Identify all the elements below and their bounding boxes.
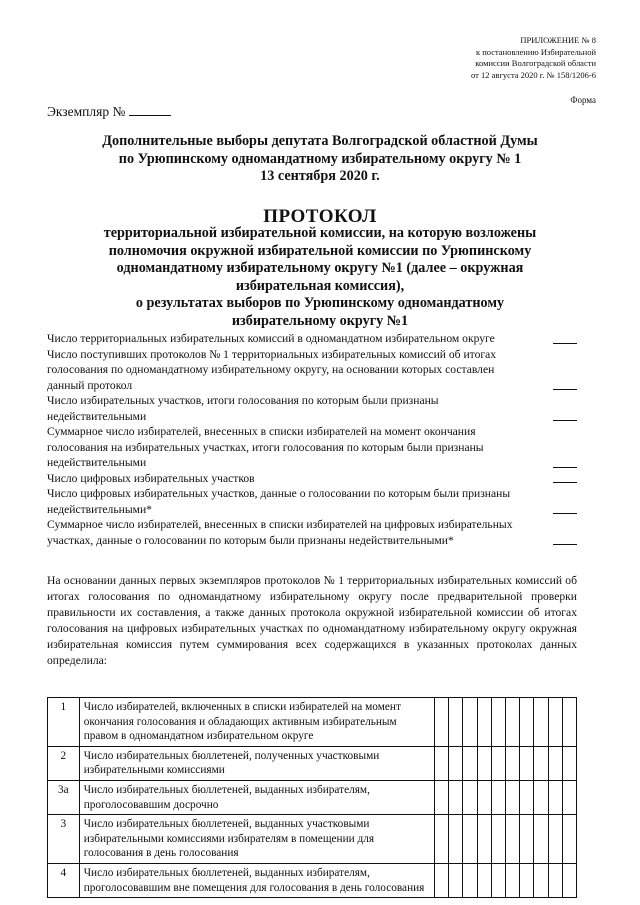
digit-cell[interactable] — [463, 815, 477, 864]
digit-cell[interactable] — [477, 863, 491, 897]
digit-cell[interactable] — [534, 780, 548, 814]
summary-item — [47, 393, 577, 424]
summary-item-text: Число избирательных участков, итоги голосования по которым были признаны недействительными — [47, 394, 439, 423]
value-blank[interactable] — [553, 513, 577, 514]
summary-item-text: Число территориальных избирательных комиссий в одномандатном избирательном округе — [47, 332, 495, 345]
summary-item — [47, 347, 577, 394]
table-row — [48, 863, 577, 897]
appendix-line: ПРИЛОЖЕНИЕ № 8 — [520, 35, 596, 45]
digit-cell[interactable] — [520, 698, 534, 747]
value-blank[interactable] — [553, 544, 577, 545]
digit-cell[interactable] — [477, 698, 491, 747]
digit-cell[interactable] — [463, 780, 477, 814]
summary-item-text: Суммарное число избирателей, внесенных в списки избирателей на цифровых избирательных участках, данные о голосовании по которым были признаны недействительными* — [47, 518, 513, 547]
value-blank[interactable] — [553, 482, 577, 483]
digit-cell[interactable] — [534, 746, 548, 780]
digit-cell[interactable] — [562, 815, 576, 864]
digit-cell[interactable] — [562, 863, 576, 897]
summary-item-text: Число поступивших протоколов № 1 территориальных избирательных комиссий об итогах голосования по одномандатному избирательному округу, на основании которых составлен данный протокол — [47, 347, 497, 392]
digit-cell[interactable] — [520, 780, 534, 814]
value-blank[interactable] — [553, 343, 577, 344]
appendix-line: от 12 августа 2020 г. № 158/1206-6 — [471, 69, 596, 80]
heading-line: 13 сентября 2020 г. — [260, 168, 380, 184]
digit-cell[interactable] — [463, 746, 477, 780]
digit-cell[interactable] — [477, 815, 491, 864]
row-number: 4 — [48, 863, 80, 897]
digit-cell[interactable] — [477, 746, 491, 780]
subheading-line: полномочия окружной избирательной комиссии по Урюпинскому — [108, 242, 532, 259]
summary-item-text: Число цифровых избирательных участков — [47, 471, 255, 485]
summary-items — [47, 331, 577, 548]
row-number: 2 — [48, 746, 80, 780]
digit-cell[interactable] — [434, 746, 448, 780]
digit-cell[interactable] — [534, 815, 548, 864]
digit-cell[interactable] — [562, 780, 576, 814]
digit-cell[interactable] — [520, 815, 534, 864]
subheading-line: избирательная комиссия), — [235, 277, 405, 294]
digit-cell[interactable] — [548, 863, 562, 897]
protocol-title: ПРОТОКОЛ — [263, 206, 377, 227]
table-row — [48, 815, 577, 864]
digit-cell[interactable] — [548, 815, 562, 864]
row-number: 3а — [48, 780, 80, 814]
row-description: Число избирательных бюллетеней, выданных избирателям, проголосовавшим вне помещения для голосования в день голосования — [79, 863, 434, 897]
digit-cell[interactable] — [449, 863, 463, 897]
row-description: Число избирателей, включенных в списки избирателей на момент окончания голосования и обладающих активным избирательным правом в одномандатном избирательном округе — [79, 698, 434, 747]
appendix-line: комиссии Волгоградской области — [475, 58, 596, 69]
subheading-line: территориальной избирательной комиссии, на которую возложены — [103, 225, 537, 241]
basis-paragraph: На основании данных первых экземпляров протоколов № 1 территориальных избирательных комиссий об итогах голосования по одномандатному избирательному округу после предварительной проверки правильности их составления, а также данных протокола окружной избирательной комиссии об итогах голосования на цифровых избирательных участках по одномандатному избирательному округу окружная избирательная комиссия путем суммирования всех содержащихся в указанных протоколах данных определила: — [47, 574, 577, 667]
row-description: Число избирательных бюллетеней, полученных участковыми избирательными комиссиями — [79, 746, 434, 780]
digit-cell[interactable] — [491, 815, 505, 864]
appendix-block — [396, 35, 596, 81]
digit-cell[interactable] — [505, 746, 519, 780]
digit-cell[interactable] — [534, 863, 548, 897]
value-blank[interactable] — [553, 389, 577, 390]
copy-number — [47, 103, 171, 120]
digit-cell[interactable] — [505, 815, 519, 864]
digit-cell[interactable] — [463, 698, 477, 747]
digit-cell[interactable] — [434, 815, 448, 864]
digit-cell[interactable] — [463, 863, 477, 897]
appendix-line: к постановлению Избирательной — [475, 46, 596, 57]
summary-item-text: Суммарное число избирателей, внесенных в списки избирателей на момент окончания голосования на избирательных участках, итоги голосования по которым были признаны недействительными — [47, 425, 484, 469]
heading-line: по Урюпинскому одномандатному избирательному округу № 1 — [118, 150, 522, 167]
protocol-subheading — [60, 225, 580, 330]
digit-cell[interactable] — [434, 863, 448, 897]
digit-cell[interactable] — [505, 863, 519, 897]
row-description: Число избирательных бюллетеней, выданных участковыми избирательными комиссиями избирателям в помещении для голосования в день голосования — [79, 815, 434, 864]
table-row — [48, 698, 577, 747]
digit-cell[interactable] — [434, 698, 448, 747]
copy-number-blank[interactable] — [129, 103, 171, 116]
digit-cell[interactable] — [534, 698, 548, 747]
heading-line: Дополнительные выборы депутата Волгоградской областной Думы — [102, 133, 538, 149]
subheading-line: о результатах выборов по Урюпинскому одномандатному — [135, 295, 505, 311]
digit-cell[interactable] — [449, 746, 463, 780]
digit-cell[interactable] — [477, 780, 491, 814]
value-blank[interactable] — [553, 420, 577, 421]
digit-cell[interactable] — [548, 698, 562, 747]
digit-cell[interactable] — [491, 863, 505, 897]
digit-cell[interactable] — [449, 698, 463, 747]
digit-cell[interactable] — [548, 780, 562, 814]
digit-cell[interactable] — [505, 780, 519, 814]
digit-cell[interactable] — [520, 863, 534, 897]
digit-cell[interactable] — [505, 698, 519, 747]
value-blank[interactable] — [553, 467, 577, 468]
digit-cell[interactable] — [449, 780, 463, 814]
row-description: Число избирательных бюллетеней, выданных избирателям, проголосовавшим досрочно — [79, 780, 434, 814]
digit-cell[interactable] — [562, 698, 576, 747]
subheading-line: одномандатному избирательному округу №1 (далее – окружная — [116, 260, 524, 276]
digit-cell[interactable] — [449, 815, 463, 864]
digit-cell[interactable] — [491, 746, 505, 780]
summary-item — [47, 331, 577, 347]
form-label: Форма — [570, 95, 596, 105]
summary-item — [47, 471, 577, 487]
summary-item — [47, 424, 577, 471]
row-number: 1 — [48, 698, 80, 747]
digit-cell[interactable] — [562, 746, 576, 780]
election-heading — [60, 133, 580, 186]
row-number: 3 — [48, 815, 80, 864]
digit-cell[interactable] — [491, 780, 505, 814]
digit-cell[interactable] — [434, 780, 448, 814]
table-row — [48, 780, 577, 814]
digit-cell[interactable] — [520, 746, 534, 780]
summary-item-text: Число цифровых избирательных участков, данные о голосовании по которым были признаны недействительными* — [47, 487, 511, 516]
subheading-line: избирательному округу №1 — [231, 312, 409, 329]
digit-cell[interactable] — [491, 698, 505, 747]
summary-item — [47, 486, 577, 517]
results-table — [47, 697, 577, 898]
digit-cell[interactable] — [548, 746, 562, 780]
copy-label: Экземпляр № — [47, 104, 126, 119]
summary-item — [47, 517, 577, 548]
table-row — [48, 746, 577, 780]
